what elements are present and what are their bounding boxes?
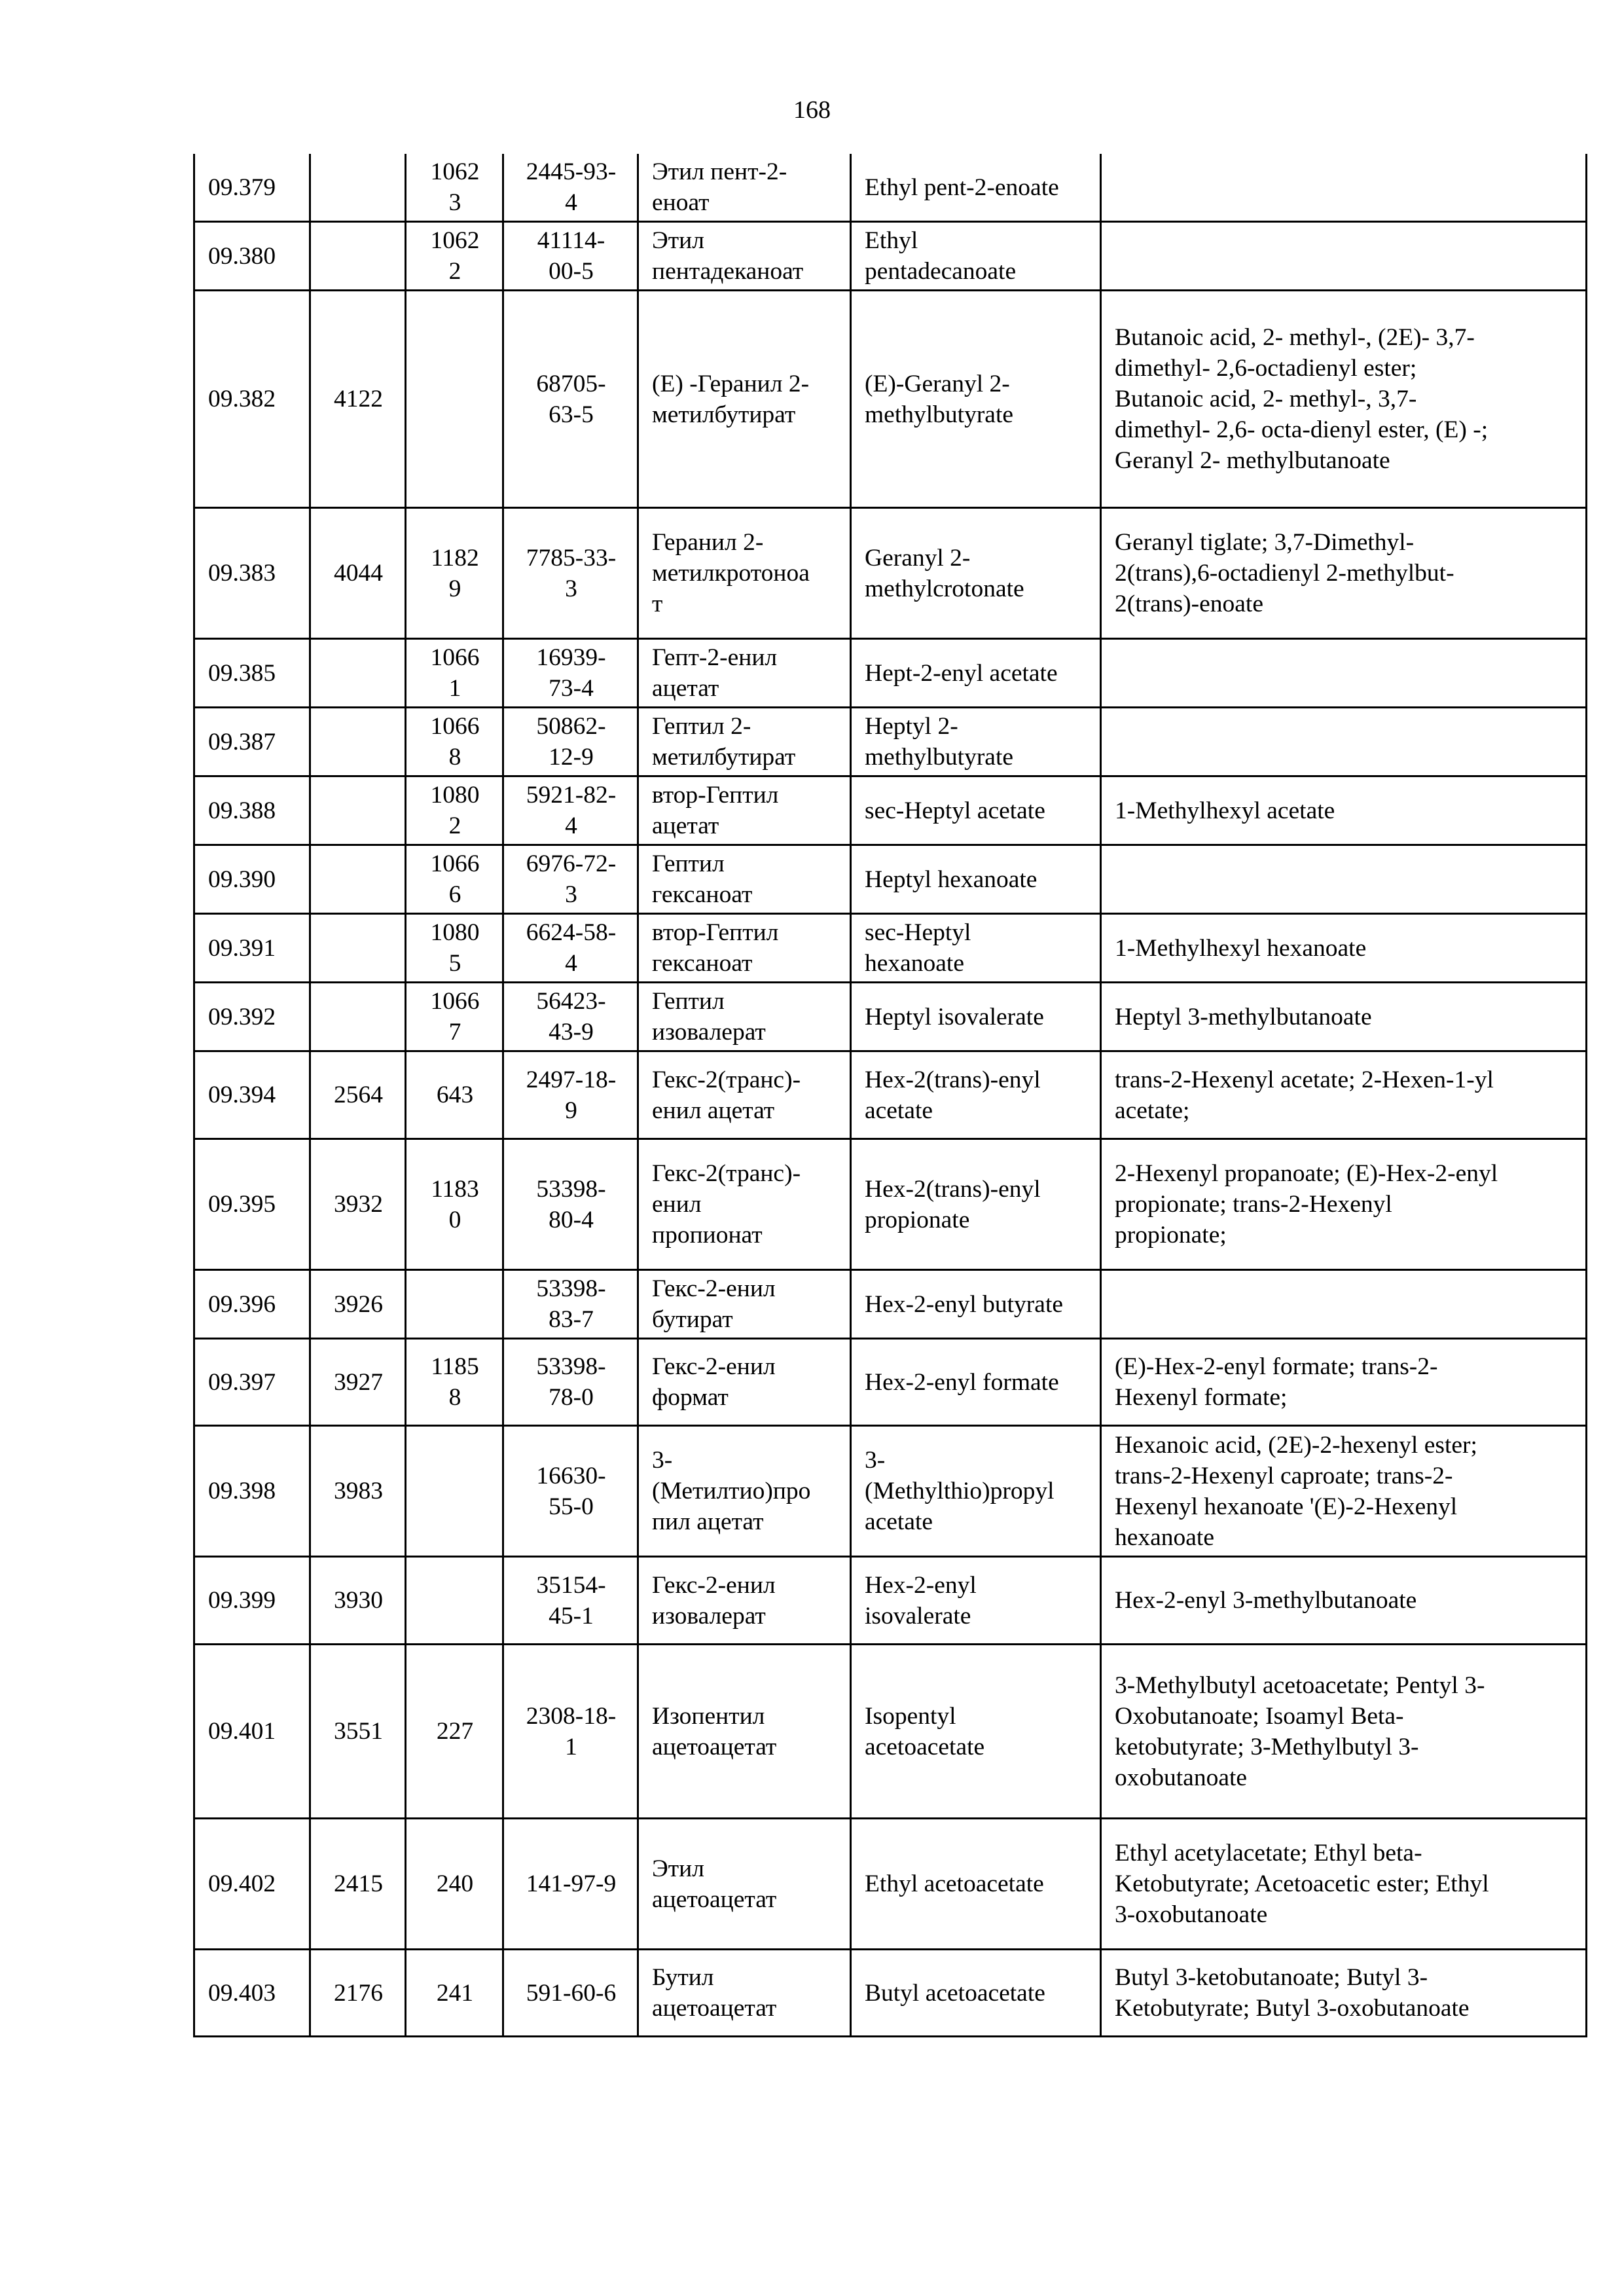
cell-name-en: sec-Heptyl acetate [851, 776, 1101, 845]
cell-cas: 6624-58- 4 [503, 914, 638, 983]
cell-synonyms: 3-Methylbutyl acetoacetate; Pentyl 3- Oxobutanoate; Isoamyl Beta- ketobutyrate; 3-Methylbutyl 3- oxobutanoate [1101, 1645, 1587, 1819]
cell-fema: 3551 [310, 1645, 406, 1819]
cell-fema: 4122 [310, 291, 406, 508]
cell-fema: 4044 [310, 508, 406, 639]
cell-fema [310, 639, 406, 708]
cell-number: 09.383 [194, 508, 310, 639]
cell-name-en: (E)-Geranyl 2- methylbutyrate [851, 291, 1101, 508]
cell-jecfa: 1183 0 [406, 1139, 503, 1270]
cell-fema [310, 154, 406, 222]
cell-name-ru: Гекс-2-енил бутират [638, 1270, 851, 1339]
cell-jecfa: 241 [406, 1950, 503, 2037]
cell-name-ru: Гепт-2-енил ацетат [638, 639, 851, 708]
cell-jecfa: 1066 6 [406, 845, 503, 914]
cell-name-en: Ethyl pentadecanoate [851, 222, 1101, 291]
cell-name-ru: (E) -Геранил 2- метилбутират [638, 291, 851, 508]
cell-number: 09.399 [194, 1557, 310, 1645]
cell-number: 09.390 [194, 845, 310, 914]
table-row [194, 1051, 1587, 1139]
cell-fema: 3926 [310, 1270, 406, 1339]
cell-name-ru: Бутил ацетоацетат [638, 1950, 851, 2037]
cell-jecfa: 1066 7 [406, 983, 503, 1051]
cell-name-en: Hex-2(trans)-enyl propionate [851, 1139, 1101, 1270]
page-number: 168 [793, 96, 831, 124]
cell-fema [310, 776, 406, 845]
cell-cas: 2445-93- 4 [503, 154, 638, 222]
cell-cas: 591-60-6 [503, 1950, 638, 2037]
cell-synonyms [1101, 639, 1587, 708]
cell-synonyms: Ethyl acetylacetate; Ethyl beta- Ketobutyrate; Acetoacetic ester; Ethyl 3-oxobutanoate [1101, 1819, 1587, 1950]
cell-name-en: Isopentyl acetoacetate [851, 1645, 1101, 1819]
cell-jecfa: 1182 9 [406, 508, 503, 639]
cell-synonyms: trans-2-Hexenyl acetate; 2-Hexen-1-yl acetate; [1101, 1051, 1587, 1139]
cell-jecfa: 1062 3 [406, 154, 503, 222]
cell-number: 09.388 [194, 776, 310, 845]
cell-number: 09.379 [194, 154, 310, 222]
cell-name-en: Hept-2-enyl acetate [851, 639, 1101, 708]
cell-fema: 3930 [310, 1557, 406, 1645]
cell-fema: 3927 [310, 1339, 406, 1426]
cell-name-ru: Гекс-2-енил формат [638, 1339, 851, 1426]
cell-name-en: sec-Heptyl hexanoate [851, 914, 1101, 983]
cell-name-ru: Гекс-2(транс)- енил пропионат [638, 1139, 851, 1270]
cell-jecfa [406, 291, 503, 508]
cell-number: 09.403 [194, 1950, 310, 2037]
cell-name-en: Heptyl hexanoate [851, 845, 1101, 914]
cell-cas: 50862- 12-9 [503, 708, 638, 776]
table-row [194, 1270, 1587, 1339]
cell-jecfa [406, 1557, 503, 1645]
cell-name-ru: Изопентил ацетоацетат [638, 1645, 851, 1819]
cell-name-ru: Этил ацетоацетат [638, 1819, 851, 1950]
cell-jecfa: 1185 8 [406, 1339, 503, 1426]
cell-number: 09.385 [194, 639, 310, 708]
cell-cas: 53398- 78-0 [503, 1339, 638, 1426]
cell-cas: 16939- 73-4 [503, 639, 638, 708]
cell-name-ru: втор-Гептил гексаноат [638, 914, 851, 983]
cell-synonyms: 1-Methylhexyl hexanoate [1101, 914, 1587, 983]
cell-name-en: Ethyl acetoacetate [851, 1819, 1101, 1950]
cell-cas: 35154- 45-1 [503, 1557, 638, 1645]
cell-synonyms: 1-Methylhexyl acetate [1101, 776, 1587, 845]
table-row [194, 291, 1587, 508]
cell-fema [310, 914, 406, 983]
cell-name-en: Butyl acetoacetate [851, 1950, 1101, 2037]
table-row [194, 914, 1587, 983]
cell-synonyms: 2-Hexenyl propanoate; (E)-Hex-2-enyl propionate; trans-2-Hexenyl propionate; [1101, 1139, 1587, 1270]
table-row [194, 845, 1587, 914]
table-row [194, 1950, 1587, 2037]
cell-synonyms [1101, 845, 1587, 914]
cell-cas: 6976-72- 3 [503, 845, 638, 914]
cell-cas: 5921-82- 4 [503, 776, 638, 845]
table-row [194, 222, 1587, 291]
cell-fema [310, 845, 406, 914]
cell-name-en: Hex-2-enyl isovalerate [851, 1557, 1101, 1645]
cell-cas: 2308-18- 1 [503, 1645, 638, 1819]
cell-name-en: Ethyl pent-2-enoate [851, 154, 1101, 222]
cell-name-ru: Гептил изовалерат [638, 983, 851, 1051]
cell-name-ru: Гекс-2-енил изовалерат [638, 1557, 851, 1645]
table-row [194, 983, 1587, 1051]
cell-synonyms: Hexanoic acid, (2E)-2-hexenyl ester; trans-2-Hexenyl caproate; trans-2- Hexenyl hexanoate '(E)-2-Hexenyl hexanoate [1101, 1426, 1587, 1557]
cell-name-en: 3- (Methylthio)propyl acetate [851, 1426, 1101, 1557]
table-row [194, 776, 1587, 845]
cell-name-ru: Геранил 2- метилкротоноа т [638, 508, 851, 639]
cell-number: 09.396 [194, 1270, 310, 1339]
cell-number: 09.397 [194, 1339, 310, 1426]
cell-number: 09.391 [194, 914, 310, 983]
cell-synonyms: Hex-2-enyl 3-methylbutanoate [1101, 1557, 1587, 1645]
cell-synonyms: Butanoic acid, 2- methyl-, (2E)- 3,7- dimethyl- 2,6-octadienyl ester; Butanoic acid, 2- methyl-, 3,7- dimethyl- 2,6- octa-dienyl ester, (E) -; Geranyl 2- methylbutanoate [1101, 291, 1587, 508]
cell-synonyms [1101, 1270, 1587, 1339]
cell-fema [310, 708, 406, 776]
cell-cas: 53398- 80-4 [503, 1139, 638, 1270]
cell-name-ru: Этил пентадеканоат [638, 222, 851, 291]
cell-name-ru: Гептил гексаноат [638, 845, 851, 914]
cell-cas: 7785-33- 3 [503, 508, 638, 639]
cell-jecfa: 227 [406, 1645, 503, 1819]
table-row [194, 508, 1587, 639]
cell-name-ru: Гептил 2- метилбутират [638, 708, 851, 776]
cell-cas: 141-97-9 [503, 1819, 638, 1950]
table-row [194, 1819, 1587, 1950]
cell-synonyms: Geranyl tiglate; 3,7-Dimethyl- 2(trans),6-octadienyl 2-methylbut- 2(trans)-enoate [1101, 508, 1587, 639]
table-row [194, 1557, 1587, 1645]
table-body [194, 154, 1587, 2037]
cell-name-ru: 3- (Метилтио)про пил ацетат [638, 1426, 851, 1557]
cell-jecfa: 1080 5 [406, 914, 503, 983]
cell-number: 09.380 [194, 222, 310, 291]
table-row [194, 1645, 1587, 1819]
cell-jecfa: 240 [406, 1819, 503, 1950]
cell-number: 09.398 [194, 1426, 310, 1557]
cell-synonyms: Butyl 3-ketobutanoate; Butyl 3- Ketobutyrate; Butyl 3-oxobutanoate [1101, 1950, 1587, 2037]
cell-fema [310, 983, 406, 1051]
cell-number: 09.382 [194, 291, 310, 508]
cell-fema: 2415 [310, 1819, 406, 1950]
cell-name-en: Hex-2-enyl formate [851, 1339, 1101, 1426]
table-row [194, 639, 1587, 708]
cell-name-en: Geranyl 2- methylcrotonate [851, 508, 1101, 639]
cell-number: 09.401 [194, 1645, 310, 1819]
cell-jecfa: 1062 2 [406, 222, 503, 291]
cell-number: 09.392 [194, 983, 310, 1051]
table-row [194, 154, 1587, 222]
cell-cas: 68705- 63-5 [503, 291, 638, 508]
cell-name-en: Hex-2-enyl butyrate [851, 1270, 1101, 1339]
table-row [194, 1139, 1587, 1270]
cell-cas: 16630- 55-0 [503, 1426, 638, 1557]
cell-name-ru: втор-Гептил ацетат [638, 776, 851, 845]
cell-jecfa: 1066 8 [406, 708, 503, 776]
cell-name-ru: Этил пент-2- еноат [638, 154, 851, 222]
cell-name-en: Heptyl isovalerate [851, 983, 1101, 1051]
cell-synonyms: (E)-Hex-2-enyl formate; trans-2- Hexenyl formate; [1101, 1339, 1587, 1426]
cell-fema: 3983 [310, 1426, 406, 1557]
cell-fema: 2564 [310, 1051, 406, 1139]
substances-table [193, 154, 1587, 2037]
cell-synonyms [1101, 154, 1587, 222]
cell-fema: 2176 [310, 1950, 406, 2037]
cell-jecfa: 643 [406, 1051, 503, 1139]
cell-jecfa: 1080 2 [406, 776, 503, 845]
cell-cas: 56423- 43-9 [503, 983, 638, 1051]
cell-number: 09.395 [194, 1139, 310, 1270]
cell-cas: 2497-18- 9 [503, 1051, 638, 1139]
cell-name-ru: Гекс-2(транс)- енил ацетат [638, 1051, 851, 1139]
cell-name-en: Heptyl 2- methylbutyrate [851, 708, 1101, 776]
cell-synonyms [1101, 708, 1587, 776]
cell-synonyms [1101, 222, 1587, 291]
cell-cas: 53398- 83-7 [503, 1270, 638, 1339]
cell-number: 09.387 [194, 708, 310, 776]
cell-synonyms: Heptyl 3-methylbutanoate [1101, 983, 1587, 1051]
cell-jecfa [406, 1270, 503, 1339]
table-row [194, 1426, 1587, 1557]
cell-cas: 41114- 00-5 [503, 222, 638, 291]
cell-jecfa: 1066 1 [406, 639, 503, 708]
cell-fema: 3932 [310, 1139, 406, 1270]
table-row [194, 1339, 1587, 1426]
table-row [194, 708, 1587, 776]
cell-jecfa [406, 1426, 503, 1557]
cell-number: 09.402 [194, 1819, 310, 1950]
cell-name-en: Hex-2(trans)-enyl acetate [851, 1051, 1101, 1139]
cell-number: 09.394 [194, 1051, 310, 1139]
cell-fema [310, 222, 406, 291]
